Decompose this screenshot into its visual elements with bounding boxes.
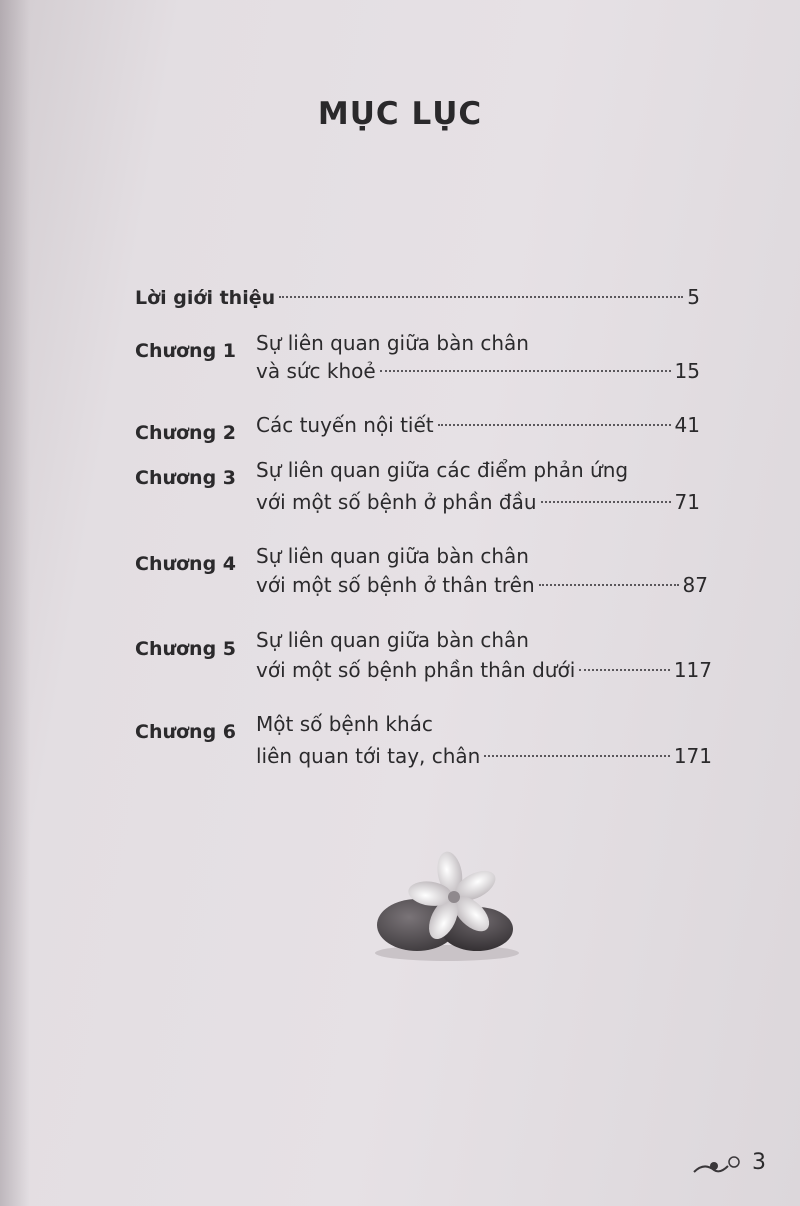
chapter-6-page-number: 171 xyxy=(673,744,712,768)
toc-entry-chapter-4 xyxy=(256,570,708,600)
chapter-4-title-line2: với một số bệnh ở thân trên xyxy=(256,573,535,597)
chapter-5-label: Chương 5 xyxy=(135,638,237,660)
intro-label: Lời giới thiệu xyxy=(135,287,276,309)
chapter-4-page-number: 87 xyxy=(682,573,708,597)
chapter-6-title-line2: liên quan tới tay, chân xyxy=(256,744,481,768)
chapter-3-title-line1: Sự liên quan giữa các điểm phản ứng xyxy=(256,458,629,482)
toc-entry-chapter-1 xyxy=(256,356,700,386)
chapter-3-page-number: 71 xyxy=(674,490,700,514)
chapter-5-page-number: 117 xyxy=(673,658,712,682)
toc-entry-chapter-3 xyxy=(256,487,700,517)
chapter-6-title-line1: Một số bệnh khác xyxy=(256,712,433,736)
dot-leader xyxy=(541,501,671,503)
chapter-3-label: Chương 3 xyxy=(135,467,237,489)
toc-entry-chapter-5 xyxy=(256,655,712,685)
page-title: MỤC LỤC xyxy=(317,96,483,132)
chapter-5-title-line1: Sự liên quan giữa bàn chân xyxy=(256,628,529,652)
intro-page-number: 5 xyxy=(687,285,700,309)
dot-leader xyxy=(279,296,683,298)
dot-leader xyxy=(539,584,679,586)
chapter-4-label: Chương 4 xyxy=(135,553,237,575)
toc-entry-chapter-6 xyxy=(256,741,712,771)
page-number: 3 xyxy=(752,1150,766,1175)
chapter-6-label: Chương 6 xyxy=(135,721,237,743)
chapter-5-title-line2: với một số bệnh phần thân dưới xyxy=(256,658,576,682)
chapter-1-title-line1: Sự liên quan giữa bàn chân xyxy=(256,331,529,355)
dot-leader xyxy=(579,669,670,671)
flower-on-stones-icon xyxy=(372,845,522,965)
chapter-1-label: Chương 1 xyxy=(135,340,237,362)
toc-entry-chapter-2 xyxy=(256,410,700,440)
dot-leader xyxy=(380,370,671,372)
chapter-3-title-line2: với một số bệnh ở phần đầu xyxy=(256,490,537,514)
chapter-1-page-number: 15 xyxy=(674,359,700,383)
mini-flower-icon xyxy=(690,1152,746,1178)
chapter-2-title: Các tuyến nội tiết xyxy=(256,413,434,437)
toc-entry-intro xyxy=(135,282,700,312)
dot-leader xyxy=(484,755,669,757)
dot-leader xyxy=(438,424,671,426)
chapter-1-title-line2: và sức khoẻ xyxy=(256,359,376,383)
chapter-2-page-number: 41 xyxy=(674,413,700,437)
chapter-2-label: Chương 2 xyxy=(135,422,237,444)
chapter-4-title-line1: Sự liên quan giữa bàn chân xyxy=(256,544,529,568)
